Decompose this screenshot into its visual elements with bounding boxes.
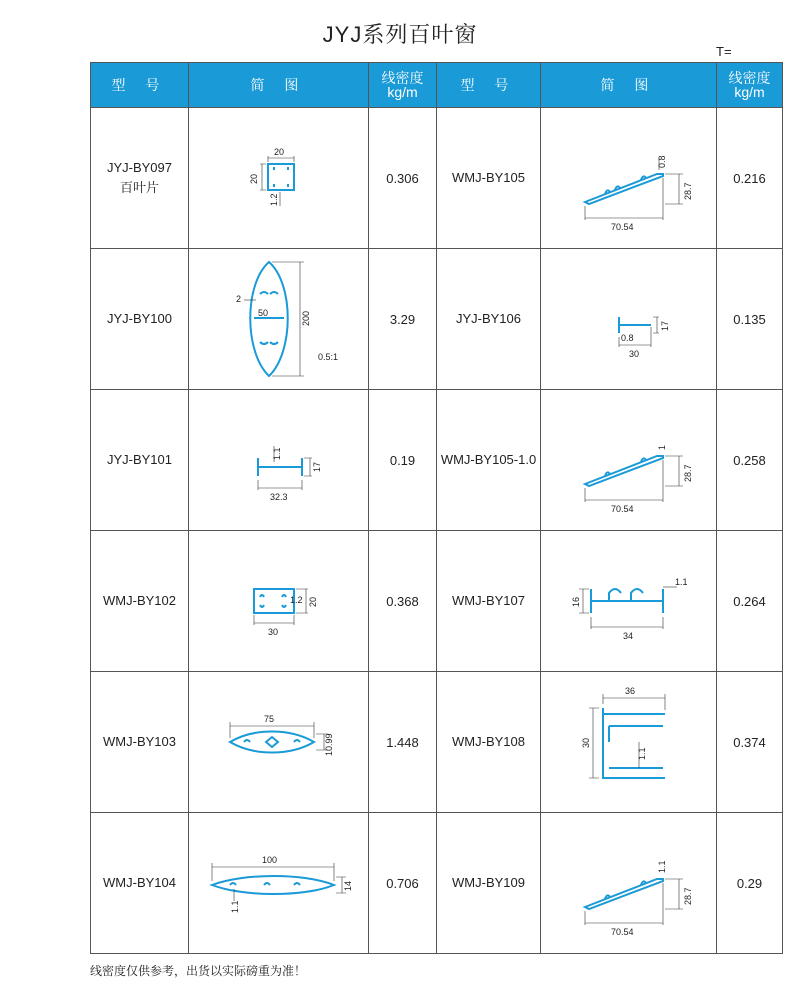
- model-name: JYJ-BY101: [106, 452, 173, 467]
- dim-width: 70.54: [610, 927, 634, 937]
- page-title: JYJ系列百叶窗: [322, 22, 478, 47]
- density-value: 0.264: [717, 531, 783, 672]
- drawing-cell: [541, 249, 717, 390]
- density-value: 0.306: [369, 108, 437, 249]
- profile-drawing-lens-blade: [194, 682, 364, 802]
- table-row: [91, 672, 783, 813]
- header-density-unit: kg/m: [387, 84, 418, 100]
- dim-height: 16: [570, 596, 581, 607]
- drawing-cell: [541, 108, 717, 249]
- model-name: JYJ-BY106: [455, 311, 522, 326]
- model-cell: [437, 531, 541, 672]
- dim-width: 30: [267, 627, 278, 637]
- density-value: 0.374: [717, 672, 783, 813]
- header-density: [717, 63, 783, 108]
- density-value: 3.29: [369, 249, 437, 390]
- model-name: WMJ-BY107: [452, 593, 525, 608]
- header-density-label: 线密度: [381, 70, 424, 86]
- model-name: WMJ-BY104: [103, 875, 176, 890]
- dim-height: 28.7: [682, 182, 693, 200]
- dim-web: 50: [257, 308, 268, 318]
- header-model: 型 号: [437, 63, 541, 108]
- model-cell: [437, 249, 541, 390]
- dim-thickness: 1: [656, 444, 667, 450]
- dim-height: 10.99: [323, 733, 334, 756]
- drawing-cell: [189, 108, 369, 249]
- model-cell: [91, 672, 189, 813]
- header-drawing: 简 图: [189, 63, 369, 108]
- table-row: [91, 813, 783, 954]
- dim-height: 20: [248, 173, 259, 184]
- model-cell: [437, 672, 541, 813]
- model-cell: [437, 108, 541, 249]
- dim-thickness: 1.1: [674, 577, 688, 587]
- dim-width: 75: [263, 714, 274, 724]
- model-subtitle: 百叶片: [119, 180, 159, 195]
- table-row: [91, 531, 783, 672]
- profile-drawing-oval-blade: [194, 254, 364, 384]
- model-name: WMJ-BY105: [452, 170, 525, 185]
- header-density-unit: kg/m: [734, 84, 765, 100]
- profile-drawing-hook-channel: [545, 541, 713, 661]
- model-cell: [91, 249, 189, 390]
- dim-thickness: 1.1: [656, 860, 667, 873]
- profile-drawing-t-bar: [545, 259, 713, 379]
- header-density-label: 线密度: [728, 70, 771, 86]
- dim-width: 70.54: [610, 222, 634, 232]
- drawing-cell: [189, 531, 369, 672]
- dim-height: 20: [307, 596, 318, 607]
- dim-width: 30: [628, 349, 639, 359]
- dim-thickness: 1.1: [636, 747, 647, 760]
- dim-wall: 2: [235, 294, 241, 304]
- t-label: T=: [716, 44, 732, 59]
- density-value: 0.258: [717, 390, 783, 531]
- profile-drawing-frame-channel: [545, 682, 713, 802]
- model-cell: [437, 390, 541, 531]
- dim-thickness: 0.8: [656, 155, 667, 168]
- footer-note: 线密度仅供参考，出货以实际磅重为准！: [90, 964, 307, 978]
- dim-width: 34: [622, 631, 633, 641]
- table-row: [91, 249, 783, 390]
- dim-width: 20: [273, 147, 284, 157]
- profile-drawing-rect-tube: [194, 541, 364, 661]
- profile-drawing-square-tube: [194, 118, 364, 238]
- drawing-cell: [189, 390, 369, 531]
- model-cell: [91, 108, 189, 249]
- density-value: 0.706: [369, 813, 437, 954]
- scale-ratio: 0.5:1: [317, 352, 338, 362]
- drawing-cell: [541, 813, 717, 954]
- density-value: 0.135: [717, 249, 783, 390]
- profile-drawing-slope: [545, 823, 713, 943]
- dim-height: 14: [342, 880, 353, 891]
- header-drawing: 简 图: [541, 63, 717, 108]
- drawing-cell: [541, 672, 717, 813]
- dim-height: 28.7: [682, 887, 693, 905]
- dim-thickness: 1.1: [229, 900, 240, 913]
- density-value: 1.448: [369, 672, 437, 813]
- table-header-row: [91, 63, 783, 108]
- model-name: WMJ-BY102: [103, 593, 176, 608]
- drawing-cell: [541, 390, 717, 531]
- dim-width: 70.54: [610, 504, 634, 514]
- model-name: JYJ-BY100: [106, 311, 173, 326]
- dim-thickness: 1.2: [268, 193, 279, 206]
- dim-height: 17: [311, 461, 322, 472]
- profile-drawing-h-bar: [194, 400, 364, 520]
- dim-height: 30: [580, 737, 591, 748]
- drawing-cell: [189, 813, 369, 954]
- density-value: 0.29: [717, 813, 783, 954]
- model-cell: [437, 813, 541, 954]
- dim-thickness: 1.2: [289, 595, 303, 605]
- density-value: 0.368: [369, 531, 437, 672]
- drawing-cell: [189, 672, 369, 813]
- dim-width: 32.3: [269, 492, 288, 502]
- model-name: WMJ-BY105-1.0: [440, 452, 537, 467]
- model-name: WMJ-BY103: [103, 734, 176, 749]
- drawing-cell: [541, 531, 717, 672]
- dim-thickness: 1.1: [271, 447, 282, 460]
- dim-width: 36: [624, 686, 635, 696]
- table-row: [91, 390, 783, 531]
- dim-height: 200: [300, 310, 311, 326]
- profile-drawing-slope: [545, 118, 713, 238]
- drawing-cell: [189, 249, 369, 390]
- dim-width: 100: [261, 855, 277, 865]
- table-row: [91, 108, 783, 249]
- spec-table: [90, 62, 783, 954]
- header-model: 型 号: [91, 63, 189, 108]
- dim-height: 28.7: [682, 464, 693, 482]
- model-name: WMJ-BY109: [452, 875, 525, 890]
- model-name: JYJ-BY097: [106, 160, 173, 175]
- density-value: 0.19: [369, 390, 437, 531]
- model-cell: [91, 531, 189, 672]
- header-density: [369, 63, 437, 108]
- model-name: WMJ-BY108: [452, 734, 525, 749]
- profile-drawing-wide-blade: [194, 823, 364, 943]
- dim-thickness: 0.8: [620, 333, 634, 343]
- model-cell: [91, 390, 189, 531]
- profile-drawing-slope: [545, 400, 713, 520]
- dim-height: 17: [659, 320, 670, 331]
- density-value: 0.216: [717, 108, 783, 249]
- model-cell: [91, 813, 189, 954]
